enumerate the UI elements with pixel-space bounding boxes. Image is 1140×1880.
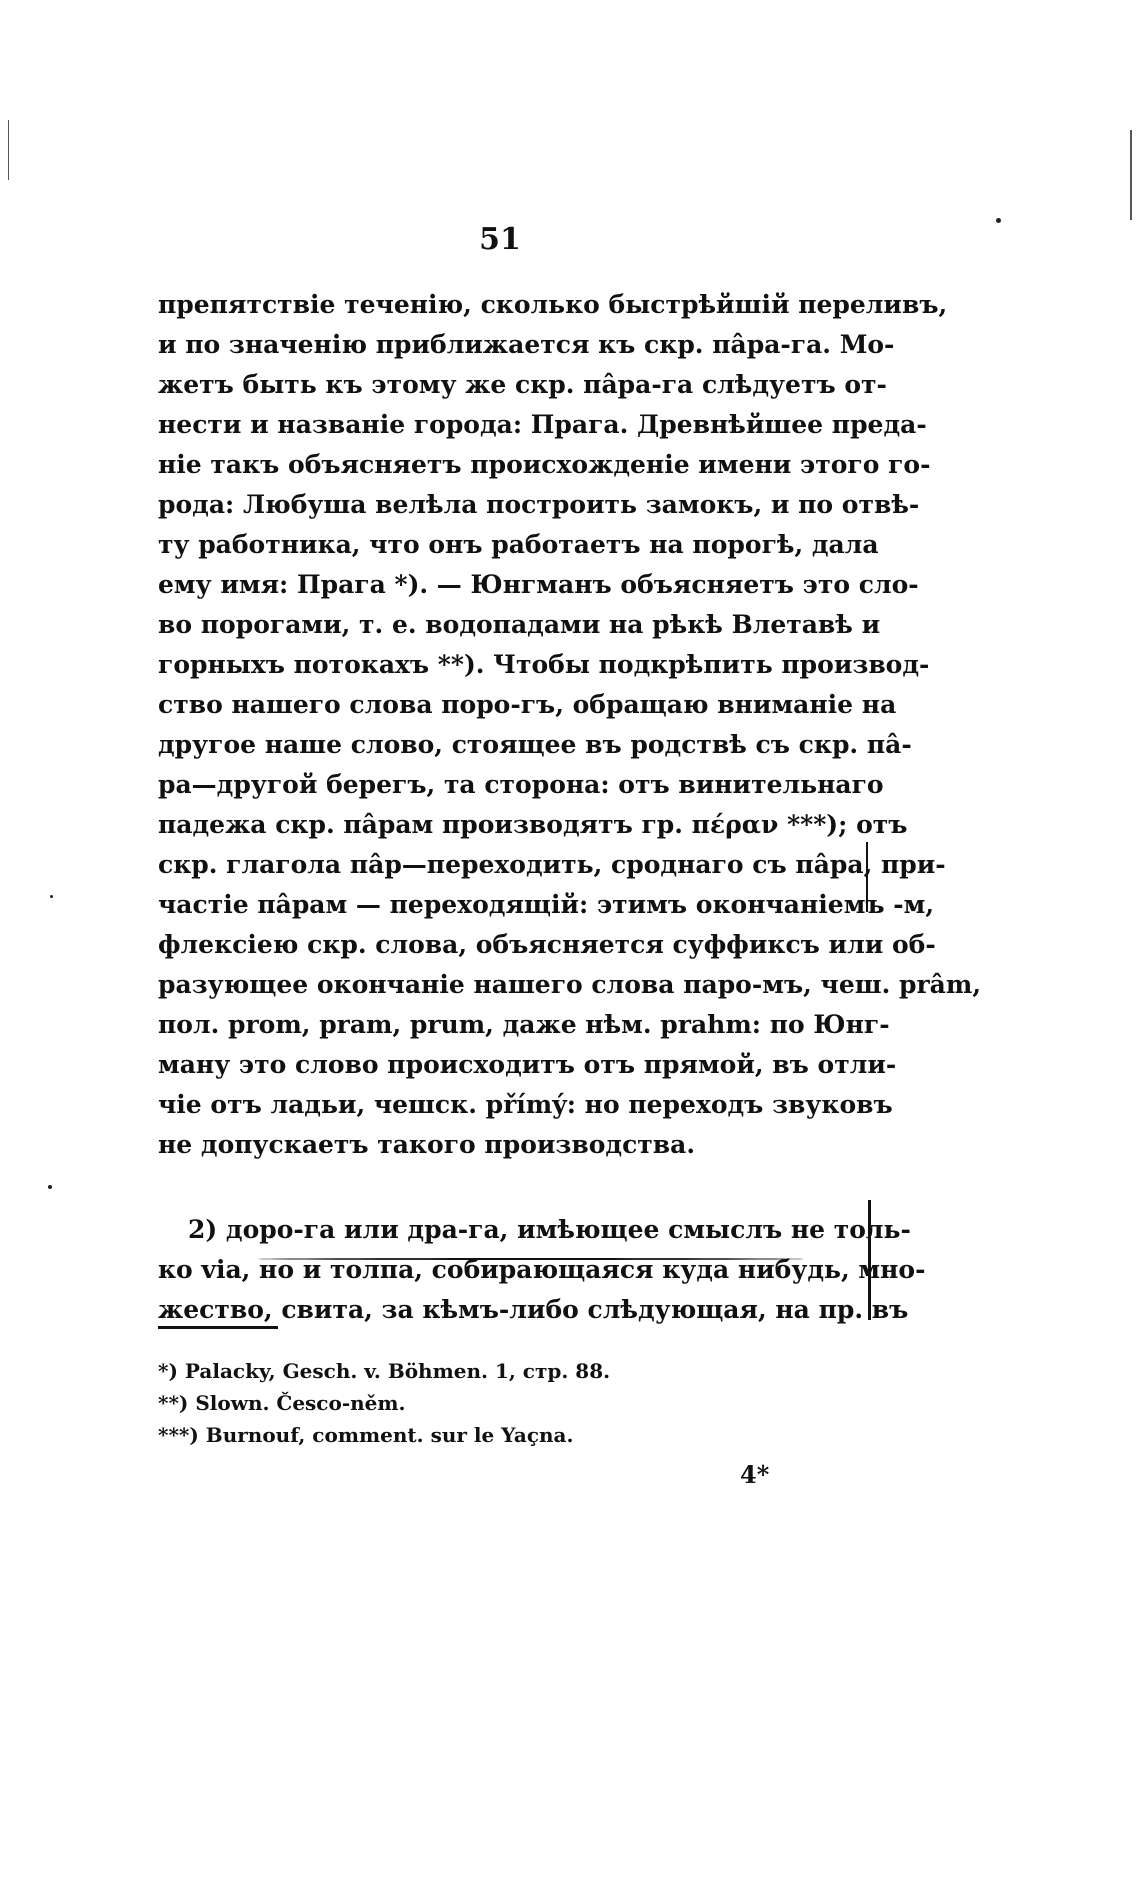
text-line: ніе такъ объясняетъ происхожденіе имени этого го- [158, 450, 931, 479]
text-line: ство нашего слова поро-гъ, обращаю вниманіе на [158, 690, 897, 719]
handwritten-underline [258, 1258, 804, 1260]
text-line: жество, свита, за кѣмъ-либо слѣдующая, на пр. въ [158, 1295, 909, 1324]
text-line: чіе отъ ладьи, чешск. přímý: но переходъ звуковъ [158, 1090, 893, 1119]
margin-mark-bar [868, 1200, 871, 1320]
text-line: и по значенію приближается къ скр. пâра-га. Мо- [158, 330, 895, 359]
text-line: скр. глагола пâр—переходить, сроднаго съ пâра, при- [158, 850, 946, 879]
text-line: 2) доро-га или дра-га, имѣющее смыслъ не толь- [188, 1215, 911, 1244]
text-line: препятствіе теченію, сколько быстрѣйшій переливъ, [158, 290, 948, 319]
margin-mark-bar [866, 842, 868, 912]
text-line: нести и названіе города: Прага. Древнѣйшее преда- [158, 410, 927, 439]
body-text [158, 285, 982, 1330]
paragraph-spacer [158, 1165, 850, 1210]
text-line: рода: Любуша велѣла построить замокъ, и по отвѣ- [158, 490, 920, 519]
text-line: ему имя: Прага *). — Юнгманъ объясняетъ это сло- [158, 570, 919, 599]
paragraph-1 [158, 285, 982, 1165]
text-line: ра—другой берегъ, та сторона: отъ винительнаго [158, 770, 884, 799]
footnote-divider [158, 1326, 278, 1329]
text-line: ману это слово происходитъ отъ прямой, въ отли- [158, 1050, 897, 1079]
text-line: ко via, но и толпа, собирающаяся куда нибудь, мно- [158, 1255, 926, 1284]
scan-edge-mark [1130, 130, 1132, 220]
signature-mark: 4* [740, 1460, 770, 1489]
text-line: падежа скр. пâрам производятъ гр. πέραν ***); отъ [158, 810, 908, 839]
scan-speck [996, 218, 1001, 223]
scan-speck [50, 895, 53, 898]
text-line: другое наше слово, стоящее въ родствѣ съ скр. пâ- [158, 730, 912, 759]
text-line: жетъ быть къ этому же скр. пâра-га слѣдуетъ от- [158, 370, 887, 399]
scan-speck [48, 1185, 52, 1189]
text-line: флексіею скр. слова, объясняется суффиксъ или об- [158, 930, 936, 959]
text-line: не допускаетъ такого производства. [158, 1130, 696, 1159]
footnote: *) Palacky, Gesch. v. Böhmen. 1, стр. 88. [158, 1359, 611, 1383]
page-number: 51 [479, 222, 521, 257]
footnote: ***) Burnouf, comment. sur le Yaçna. [158, 1423, 574, 1447]
footnotes [158, 1355, 850, 1451]
text-line: ту работника, что онъ работаетъ на порогѣ, дала [158, 530, 879, 559]
text-line: во порогами, т. е. водопадами на рѣкѣ Влетавѣ и [158, 610, 881, 639]
text-line: горныхъ потокахъ **). Чтобы подкрѣпить производ- [158, 650, 930, 679]
scan-edge-mark [8, 120, 9, 180]
text-line: разующее окончаніе нашего слова паро-мъ, чеш. prâm, [158, 970, 982, 999]
footnote: **) Slown. Česco-něm. [158, 1391, 406, 1415]
text-line: пол. prom, pram, prum, даже нѣм. prahm: по Юнг- [158, 1010, 890, 1039]
text-line: частіе пâрам — переходящій: этимъ окончаніемъ -м, [158, 890, 935, 919]
paragraph-2 [158, 1210, 926, 1330]
